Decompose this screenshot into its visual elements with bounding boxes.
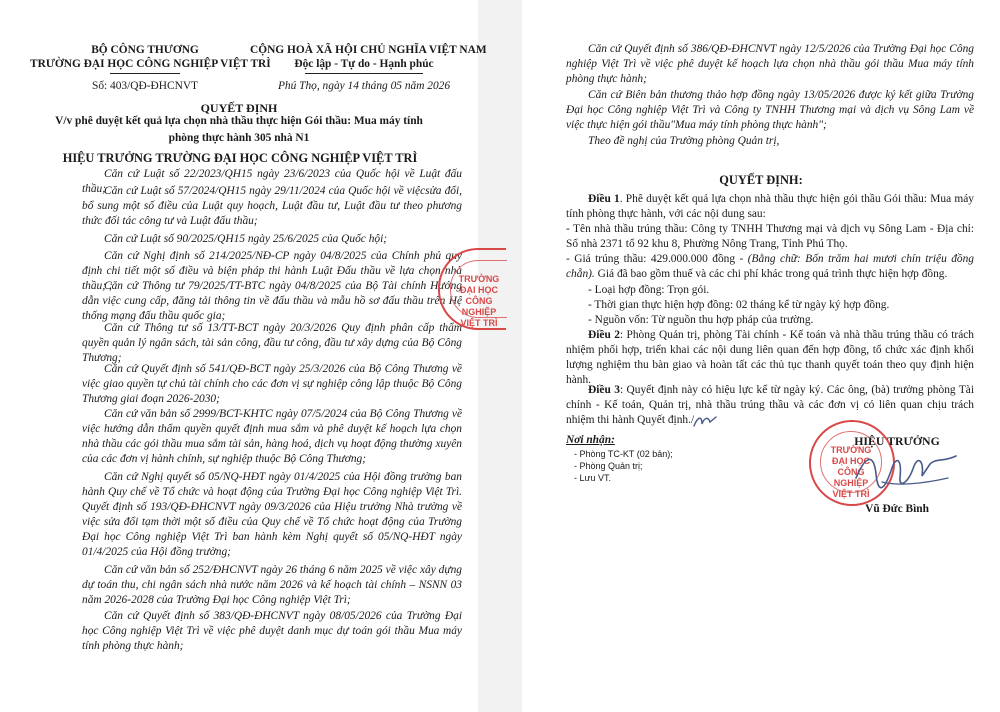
article-1-duration: - Thời gian thực hiện hợp đồng: 02 tháng kể từ ngày ký hợp đồng. (588, 299, 890, 311)
issuing-authority: HIỆU TRƯỞNG TRƯỜNG ĐẠI HỌC CÔNG NGHIỆP VIỆT TRÌ (62, 151, 418, 165)
ground-item: Căn cứ Luật số 57/2024/QH15 ngày 29/11/2024 của Quốc hội về việcsửa đổi, bổ sung một số điều của Luật quy hoạch, Luật đầu tư, Luật đầu tư theo phương thức đối tác công tư và Luật đấu thầu; (82, 185, 462, 227)
national-motto: Độc lập - Tự do - Hạnh phúc (294, 58, 434, 70)
decision-title: QUYẾT ĐỊNH (200, 101, 278, 115)
ground-item: Căn cứ Thông tư số 13/TT-BCT ngày 20/3/2026 Quy định phân cấp thẩm quyền quản lý ngân sách, tài sản công, đầu tư công, đầu tư xây dựng của Bộ Công Thương; (82, 322, 462, 364)
ground-item: Căn cứ Quyết định số 541/QĐ-BCT ngày 25/3/2026 của Bộ Công Thương về việc giao quyền tự chủ tài chính cho các đơn vị sự nghiệp công lập thuộc Bộ Công Thương giai đoạn 2026-2030; (82, 363, 462, 405)
stamp-line: TRƯỜNG (458, 274, 500, 284)
recipients-title: Nơi nhận: (566, 434, 615, 446)
ground-item: Theo đề nghị của Trường phòng Quản trị, (588, 135, 780, 147)
motto-divider (305, 73, 423, 74)
stamp-line: ĐẠI HỌC (832, 456, 870, 466)
document-page-right (522, 0, 1000, 712)
ground-item: Căn cứ Luật số 90/2025/QH15 ngày 25/6/2025 của Quốc hội; (104, 233, 388, 245)
decides-heading: QUYẾT ĐỊNH: (719, 173, 803, 187)
article-1-contractor: - Tên nhà thầu trúng thầu: Công ty TNHH Thương mại và dịch vụ Sông Lam - Địa chỉ: Số nhà 2371 tổ 92 khu 8, Phường Nông Trang, Tỉnh Phú Thọ. (566, 223, 974, 250)
stamp-line: TRƯỜNG (830, 445, 872, 455)
article-1-contract-type: - Loại hợp đồng: Trọn gói. (588, 284, 710, 296)
stamp-line: CÔNG NGHIỆP (461, 296, 497, 317)
ground-item: Căn cứ Luật số 22/2023/QH15 ngày 23/6/2023 của Quốc hội về Luật đấu thầu; (82, 168, 462, 195)
ground-item: Căn cứ Quyết định số 383/QĐ-ĐHCNVT ngày 08/05/2026 của Trường Đại học Công nghiệp Việt Trì về việc phê duyệt danh mục dự toán gói thầu Mua máy tính phòng thực hành; (82, 610, 462, 652)
school-name: TRƯỜNG ĐẠI HỌC CÔNG NGHIỆP VIỆT TRÌ (30, 58, 271, 70)
stamp-line: ĐẠI HỌC (460, 285, 498, 295)
article-3-initial-mark (692, 414, 718, 430)
article-1-price: - Giá trúng thầu: 429.000.000 đồng - (Bằng chữ: Bốn trăm hai mươi chín triệu đồng chẵn). Giá đã bao gồm thuế và các chi phí khác trong quá trình thực hiện hợp đồng. (566, 253, 974, 280)
stamp-line: VIỆT TRÌ (832, 489, 870, 499)
recipient-item: - Phòng Quản trị; (574, 461, 643, 471)
ground-item: Căn cứ văn bản số 2999/BCT-KHTC ngày 07/5/2024 của Bộ Công Thương về việc hướng dẫn thẩm quyền quyết định mua sắm và phê duyệt kế hoạch lựa chọn nhà thầu các gói thầu mua sắm tài sản, hàng hoá, dịch vụ hoạt động thường xuyên của các đơn vị hành chính, sự nghiệp thuộc Bộ Công Thương; (82, 408, 462, 465)
document-number: Số: 403/QĐ-ĐHCNVT (92, 80, 198, 92)
ministry-name: BỘ CÔNG THƯƠNG (91, 44, 199, 56)
article-2: Điều 2: Phòng Quản trị, phòng Tài chính - Kế toán và nhà thầu trúng thầu có trách nhiệm phối hợp, triển khai các nội dung liên quan đến hợp đồng, tổ chức xác định khối lượng nghiệm thu bàn giao và hoàn tất các thủ tục thanh quyết toán theo quy định hiện hành. (566, 329, 975, 386)
nation-name: CỘNG HOÀ XÃ HỘI CHỦ NGHĨA VIỆT NAM (250, 44, 487, 56)
ground-item: Căn cứ văn bản số 252/ĐHCNVT ngày 26 tháng 6 năm 2025 về việc xây dựng dự toán thu, chi ngân sách nhà nước năm 2026 và kế hoạch tài chính – NSNN 03 năm 2026-2028 của Trường Đại học Công nghiệp Việt Trì; (82, 564, 462, 606)
signer-role: HIỆU TRƯỞNG (854, 434, 940, 448)
red-seal-stamp (438, 248, 506, 330)
stamp-line: CÔNG NGHIỆP (833, 467, 869, 488)
decision-subject-line2: phòng thực hành 305 nhà N1 (168, 132, 310, 144)
ground-item: Căn cứ Quyết định số 386/QĐ-ĐHCNVT ngày 12/5/2026 của Trường Đại học Công nghiệp Việt Trì về việc phê duyệt kế hoạch lựa chọn nhà thầu gói thầu Mua máy tính phòng thực hành; (566, 43, 974, 85)
ground-item: Căn cứ Thông tư 79/2025/TT-BTC ngày 04/8/2025 của Bộ Tài chính Hướng dẫn việc cung cấp, đăng tải thông tin về đấu thầu và mẫu hồ sơ đấu thầu trên Hệ thống mạng đấu thầu quốc gia; (82, 280, 462, 322)
stamp-line: VIỆT TRÌ (460, 318, 498, 328)
article-1: Điều 1. Phê duyệt kết quả lựa chọn nhà thầu thực hiện gói thầu Gói thầu: Mua máy tính phòng thực hành, với các nội dung sau: (566, 193, 974, 220)
signer-name: Vũ Đức Bình (865, 503, 929, 515)
ground-item: Căn cứ Nghị quyết số 05/NQ-HĐT ngày 01/4/2025 của Hội đồng trường ban hành Quy chế về Tổ chức và hoạt động của Trường Đại học Công nghiệp Việt Trì. Quyết định số 193/QĐ-ĐHCNVT ngày 09/3/2026 của Hiệu trưởng Nhà trường về việc sửa đổi tạm thời một số điều của Quy chế về Tổ chức hoạt động của Trường Đại học Công nghiệp Việt Trì ban hành kèm Nghị quyết số 05/NQ-HĐT ngày 01/4/2025 của Hội đồng trường; (82, 471, 462, 558)
article-1-funding: - Nguồn vốn: Từ nguồn thu hợp pháp của trường. (588, 314, 814, 326)
handwritten-signature (852, 448, 962, 494)
decision-subject-line1: V/v phê duyệt kết quả lựa chọn nhà thầu thực hiện Gói thầu: Mua máy tính (55, 115, 423, 127)
header-divider (110, 73, 180, 74)
ground-item: Căn cứ Nghị định số 214/2025/NĐ-CP ngày 04/8/2025 của Chính phủ quy định chi tiết một số điều và biện pháp thi hành Luật Đấu thầu về lựa chọn nhà thầu; ; (82, 250, 462, 292)
recipient-item: - Lưu VT. (574, 473, 612, 483)
place-date: Phú Thọ, ngày 14 tháng 05 năm 2026 (277, 80, 451, 92)
article-3: Điều 3: Quyết định này có hiệu lực kể từ ngày ký. Các ông, (bà) trưởng phòng Tài chính - Kế toán, Quản trị, nhà thầu trúng thầu và các đơn vị có liên quan chịu trách nhiệm thi hành Quyết định./. (566, 384, 975, 426)
recipient-item: - Phòng TC-KT (02 bản); (574, 449, 673, 459)
recipients-list (574, 448, 673, 484)
ground-item: Căn cứ Biên bản thương thảo hợp đồng ngày 13/05/2026 được ký kết giữa Trường Đại học Công nghiệp Việt Trì và Công ty TNHH Thương mại và dịch vụ Sông Lam về việc thực hiện gói thầu"Mua máy tính phòng thực hành"; (566, 89, 974, 131)
